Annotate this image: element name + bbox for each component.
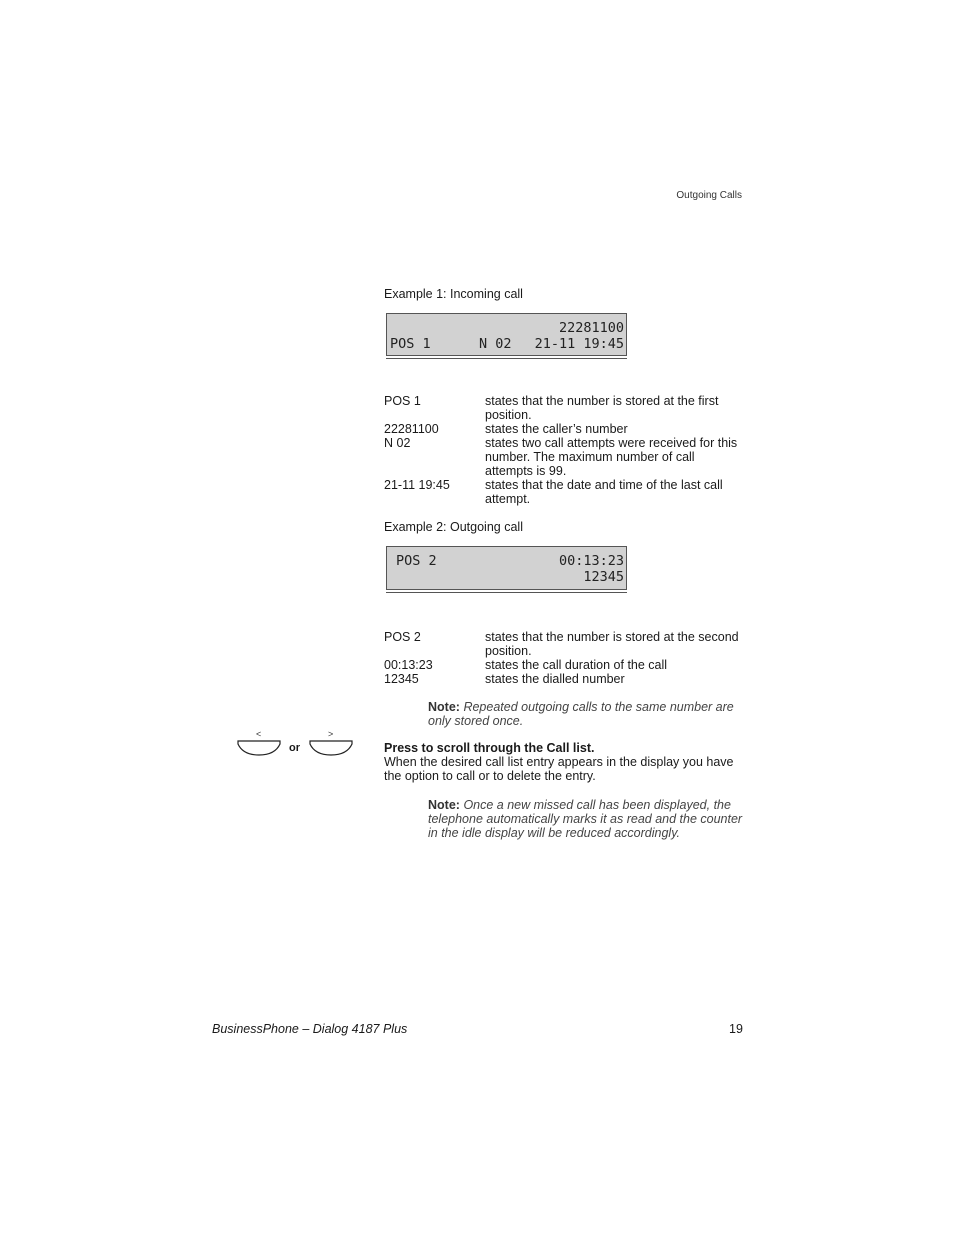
- definition-term: POS 1: [384, 394, 421, 408]
- note-text: Once a new missed call has been displayed, the telephone automatically marks it as read and the counter in the idle display will be reduced accordingly.: [428, 798, 743, 840]
- definition-desc: states the dialled number: [485, 672, 625, 686]
- note-text: Repeated outgoing calls to the same number are only stored once.: [428, 700, 734, 728]
- scroll-instruction: [384, 741, 744, 783]
- note-missed-call: [428, 798, 744, 840]
- section-header: Outgoing Calls: [676, 190, 742, 201]
- definition-row: [384, 672, 744, 686]
- definition-desc: states the caller’s number: [485, 422, 628, 436]
- page-number: 19: [729, 1022, 743, 1036]
- example1-display-number: 22281100: [558, 320, 624, 336]
- instruction-title: Press to scroll through the Call list.: [384, 741, 595, 755]
- definition-row: [384, 394, 744, 422]
- definition-term: 22281100: [384, 422, 439, 436]
- definition-desc: states two call attempts were received for this number. The maximum number of call attempts is 99.: [485, 436, 738, 478]
- definition-term: 00:13:23: [384, 658, 433, 672]
- footer-title: BusinessPhone – Dialog 4187 Plus: [212, 1022, 408, 1036]
- example2-display: [386, 546, 627, 590]
- definition-row: [384, 478, 744, 506]
- example2-display-duration: 00:13:23: [558, 553, 624, 569]
- left-key-caption: <: [256, 729, 262, 739]
- or-label: or: [289, 742, 300, 754]
- definition-desc: states that the number is stored at the first position.: [485, 394, 719, 422]
- right-key-caption: >: [328, 729, 334, 739]
- example1-display-pos: POS 1: [390, 336, 431, 352]
- example1-display-count: N 02: [479, 336, 512, 352]
- note-label: Note:: [428, 700, 460, 714]
- note-repeated-calls: [428, 700, 744, 728]
- definition-row: [384, 436, 744, 478]
- scroll-right-key[interactable]: [309, 740, 353, 756]
- example2-display-pos: POS 2: [396, 553, 437, 569]
- right-key-icon: [309, 740, 353, 756]
- example2-label: Example 2: Outgoing call: [384, 520, 523, 534]
- definition-row: [384, 422, 744, 436]
- definition-term: 12345: [384, 672, 419, 686]
- definition-term: POS 2: [384, 630, 421, 644]
- definition-desc: states that the date and time of the last call attempt.: [485, 478, 723, 506]
- example1-definitions: [384, 394, 744, 506]
- scroll-left-key[interactable]: [237, 740, 281, 756]
- definition-desc: states that the number is stored at the second position.: [485, 630, 739, 658]
- definition-term: N 02: [384, 436, 411, 450]
- definition-row: [384, 658, 744, 672]
- example2-display-number: 12345: [583, 569, 624, 585]
- definition-row: [384, 630, 744, 658]
- instruction-body: When the desired call list entry appears in the display you have the option to call or to delete the entry.: [384, 755, 734, 783]
- example1-display-datetime: 21-11 19:45: [534, 336, 624, 352]
- definition-desc: states the call duration of the call: [485, 658, 668, 672]
- definition-term: 21-11 19:45: [384, 478, 450, 492]
- note-label: Note:: [428, 798, 460, 812]
- example1-display: [386, 313, 627, 356]
- example1-label: Example 1: Incoming call: [384, 287, 523, 301]
- left-key-icon: [237, 740, 281, 756]
- example2-definitions: [384, 630, 744, 686]
